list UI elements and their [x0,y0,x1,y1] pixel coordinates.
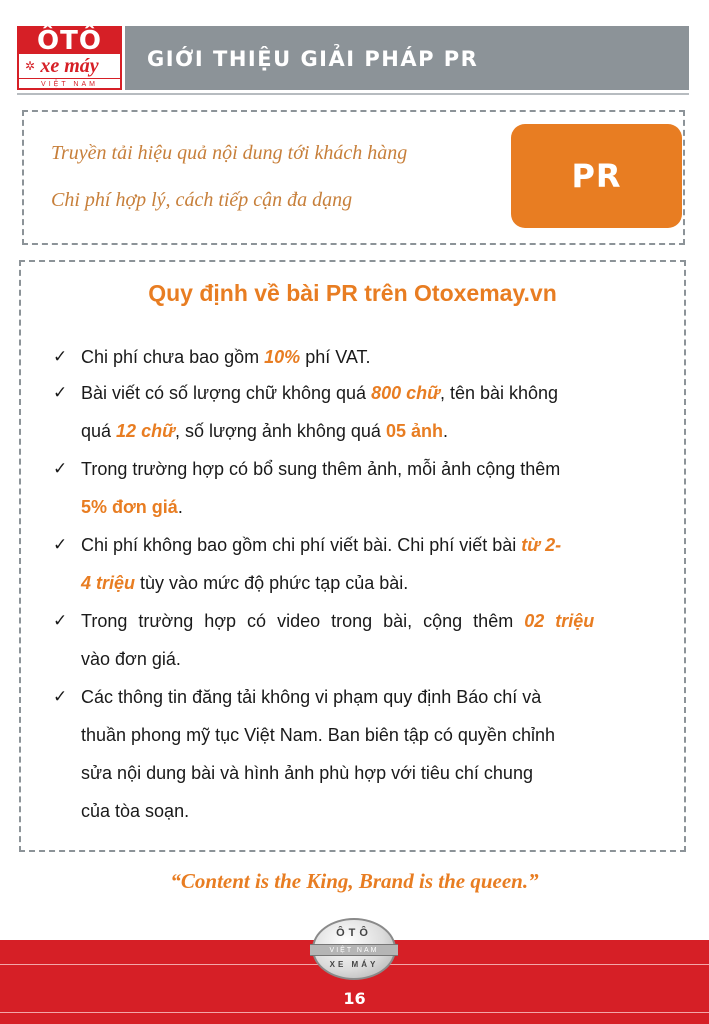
page-number: 16 [343,989,366,1008]
seal-bottom-text: XE MÁY [329,960,379,969]
rule-text: Chi phí chưa bao gồm [81,347,265,367]
pr-badge [511,124,682,228]
section-title-bar [125,26,689,90]
rule-highlight: 10% [264,347,301,367]
rule-text: Chi phí không bao gồm chi phí viết bài. Chi phí viết bài [81,535,522,555]
rule-line [53,338,653,376]
footer-seal-logo [312,918,396,980]
rule-highlight: 5% đơn giá [81,497,178,517]
check-icon: ✓ [53,383,68,402]
page-header [17,26,689,90]
rule-highlight: từ 2- [521,535,562,555]
rules-title: Quy định về bài PR trên Otoxemay.vn [148,280,557,306]
rule-text: . [177,497,183,517]
rule-item [53,678,653,830]
rule-text: phí VAT. [300,347,371,367]
rule-text: quá [81,421,117,441]
rule-text: Trong trường hợp có bổ sung thêm ảnh, mỗi ảnh cộng thêm [81,459,561,479]
logo-sub-text: xe máy [40,55,99,77]
rule-line: Các thông tin đăng tải không vi phạm quy định Báo chí và [81,687,542,707]
rule-line: thuần phong mỹ tục Việt Nam. Ban biên tập có quyền chỉnh [81,725,555,745]
rule-line: của tòa soạn. [81,801,190,821]
rules-box [19,260,686,852]
rule-line: sửa nội dung bài và hình ảnh phù hợp với tiêu chí chung [81,763,533,783]
rule-item [53,374,653,450]
logo-main-text: ÔTÔ [19,28,120,54]
rule-line [53,374,653,412]
rule-item [53,338,653,376]
intro-line-2: Chi phí hợp lý, cách tiếp cận đa dạng [51,189,353,211]
seal-band-text: VIỆT NAM [310,944,398,956]
footer-divider [0,1012,709,1013]
check-icon: ✓ [53,611,68,630]
rule-line [53,488,653,526]
check-icon: ✓ [53,459,68,478]
rule-text: , số lượng ảnh không quá [174,421,386,441]
rule-highlight: 02 triệu [524,611,595,631]
section-title: GIỚI THIỆU GIẢI PHÁP PR [147,47,479,71]
logo-star-icon: ✲ [25,59,36,73]
seal-top-text: ÔTÔ [336,927,372,939]
rule-text: , tên bài không [439,383,559,403]
check-icon: ✓ [53,687,68,706]
check-icon: ✓ [53,347,68,366]
rule-text: Bài viết có số lượng chữ không quá [81,383,372,403]
rule-text: . [442,421,448,441]
rule-line [53,450,653,488]
rule-line [53,564,653,602]
check-icon: ✓ [53,535,68,554]
rule-text: Trong trường hợp có video trong bài, cộng thêm [81,611,525,631]
rule-item [53,602,653,678]
intro-line-1: Truyền tải hiệu quả nội dung tới khách hàng [51,142,408,164]
slogan-quote: “Content is the King, Brand is the queen.” [170,869,539,893]
rule-line [53,412,653,450]
logo-country-text: VIỆT NAM [19,78,120,90]
rule-text: vào đơn giá. [81,649,181,669]
pr-badge-label: PR [571,157,622,195]
rule-item [53,526,653,602]
rule-line [53,526,653,564]
rule-line [53,602,653,640]
rule-text: tùy vào mức độ phức tạp của bài. [135,573,409,593]
header-divider [17,93,689,95]
rule-item [53,450,653,526]
brand-logo [17,26,122,90]
rule-highlight: 4 triệu [81,573,136,593]
rule-highlight: 12 chữ [116,421,175,441]
rule-line [53,640,653,678]
intro-box [22,110,685,245]
rule-highlight: 05 ảnh [385,421,443,441]
rule-highlight: 800 chữ [371,383,440,403]
